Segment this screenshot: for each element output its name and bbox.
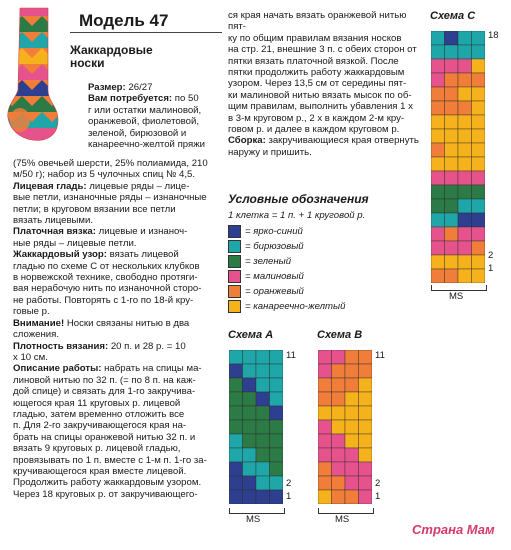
pattern-cell: [359, 490, 373, 504]
pattern-cell: [472, 101, 486, 115]
pattern-cell: [472, 185, 486, 199]
scheme-b-grid: [318, 350, 372, 509]
pattern-cell: [359, 406, 373, 420]
scheme-c-row-1: 1: [488, 263, 494, 274]
pattern-cell: [345, 392, 359, 406]
sock-photo: [2, 2, 62, 146]
pattern-cell: [256, 448, 270, 462]
pattern-cell: [229, 406, 243, 420]
pattern-cell: [243, 364, 257, 378]
desc-text: ющегося края 11 круговых р. лицевой: [13, 397, 181, 409]
pattern-cell: [345, 448, 359, 462]
desc-text: провязывать по 1 п. вместе с 1-м п. 1-го за-: [13, 454, 207, 466]
need-text: м/50 г); набор из 5 чулочных спиц № 4,5.: [13, 169, 196, 181]
pattern-cell: [318, 392, 332, 406]
assembly-text: наружу и пришить.: [228, 146, 312, 158]
pattern-cell: [270, 462, 284, 476]
assembly-line: [228, 135, 424, 146]
pattern-cell: [270, 350, 284, 364]
pattern-cell: [345, 378, 359, 392]
pattern-cell: [458, 171, 472, 185]
pattern-cell: [445, 143, 459, 157]
pattern-cell: [229, 448, 243, 462]
pattern-cell: [458, 59, 472, 73]
legend-cell-note: 1 клетка = 1 п. + 1 круговой р.: [228, 210, 366, 221]
pattern-cell: [458, 185, 472, 199]
title-underline: [70, 32, 222, 33]
pattern-cell: [332, 462, 346, 476]
legend: [228, 192, 428, 314]
scheme-b-title: Схема B: [317, 329, 363, 341]
pattern-cell: [332, 406, 346, 420]
scheme-b-repeat: MS: [335, 514, 350, 525]
pattern-cell: [431, 45, 445, 59]
pattern-cell: [445, 129, 459, 143]
pattern-cell: [458, 241, 472, 255]
pattern-cell: [256, 378, 270, 392]
pattern-cell: [243, 378, 257, 392]
pattern-cell: [359, 364, 373, 378]
pattern-cell: [359, 462, 373, 476]
pattern-cell: [243, 420, 257, 434]
pattern-cell: [229, 364, 243, 378]
pattern-cell: [445, 241, 459, 255]
desc-text: вязать 9 круговых р. лицевой гладью,: [13, 443, 181, 455]
jacq-text: гладью по схеме С от нескольких клубков: [13, 260, 200, 272]
garter-label: Платочная вязка:: [13, 226, 96, 238]
pattern-cell: [318, 406, 332, 420]
pattern-cell: [431, 171, 445, 185]
jacq-text: в норвежской технике, свободно протяги-: [13, 272, 198, 284]
middle-text: ся края начать вязать оранжевой нитью пят-: [228, 10, 407, 33]
middle-text: на стр. 21, внешние 3 п. с обеих сторон от: [228, 44, 417, 56]
pattern-cell: [431, 255, 445, 269]
pattern-cell: [243, 406, 257, 420]
legend-item-orange: [228, 284, 428, 299]
pattern-cell: [270, 364, 284, 378]
pattern-cell: [431, 101, 445, 115]
legend-label: = ярко-синий: [245, 226, 303, 237]
pattern-cell: [431, 87, 445, 101]
need-text: по 50: [172, 93, 199, 105]
pattern-cell: [270, 392, 284, 406]
legend-label: = оранжевый: [245, 286, 304, 297]
desc-text: гладью, затем временно отложить все: [13, 408, 185, 420]
garter-text: ные ряды – лицевые петли.: [13, 237, 137, 249]
pattern-cell: [472, 31, 486, 45]
size-label: Размер:: [88, 82, 126, 93]
pattern-cell: [243, 476, 257, 490]
pattern-cell: [472, 59, 486, 73]
scheme-c-row-2: 2: [488, 250, 494, 261]
pattern-cell: [332, 476, 346, 490]
need-text: оранжевой, фиолетовой,: [88, 116, 200, 128]
pattern-cell: [458, 143, 472, 157]
pattern-cell: [359, 420, 373, 434]
swatch-yellow: [228, 300, 241, 313]
scheme-b-chart: [318, 350, 372, 504]
desc-text: дой спице) и связать для 1-го закручива-: [13, 386, 196, 398]
pattern-cell: [472, 45, 486, 59]
pattern-cell: [458, 73, 472, 87]
pattern-cell: [345, 406, 359, 420]
swatch-orange: [228, 285, 241, 298]
pattern-cell: [229, 490, 243, 504]
pattern-cell: [445, 73, 459, 87]
pattern-cell: [345, 420, 359, 434]
middle-text: ку по общим правилам вязания носков: [228, 32, 402, 44]
scheme-a-grid: [229, 350, 283, 509]
pattern-cell: [318, 476, 332, 490]
pattern-cell: [431, 241, 445, 255]
pattern-cell: [270, 406, 284, 420]
pattern-cell: [229, 476, 243, 490]
pattern-cell: [431, 157, 445, 171]
pattern-cell: [431, 269, 445, 283]
pattern-cell: [256, 462, 270, 476]
face-line: [13, 181, 223, 192]
swatch-turquoise: [228, 240, 241, 253]
pattern-cell: [472, 241, 486, 255]
need-text: г или остатки малиновой,: [88, 104, 202, 116]
pattern-cell: [431, 59, 445, 73]
pattern-cell: [445, 269, 459, 283]
pattern-cell: [243, 448, 257, 462]
pattern-cell: [445, 171, 459, 185]
swatch-green: [228, 255, 241, 268]
pattern-cell: [445, 31, 459, 45]
desc-text: линовой нитью по 32 п. (= по 8 п. на каж-: [13, 374, 196, 386]
pattern-cell: [256, 476, 270, 490]
pattern-cell: [243, 490, 257, 504]
pattern-cell: [472, 227, 486, 241]
legend-label: = зеленый: [245, 256, 292, 267]
pattern-cell: [431, 199, 445, 213]
pattern-cell: [332, 448, 346, 462]
pattern-cell: [332, 434, 346, 448]
pattern-cell: [458, 31, 472, 45]
need-label: Вам потребуется:: [88, 93, 173, 105]
swatch-raspberry: [228, 270, 241, 283]
legend-label: = малиновый: [245, 271, 304, 282]
scheme-a-row-top: 11: [286, 350, 296, 361]
pattern-cell: [270, 378, 284, 392]
pattern-cell: [332, 490, 346, 504]
pattern-cell: [458, 115, 472, 129]
need-text: канареечно-желтой пряжи: [88, 139, 205, 151]
legend-item-yellow: [228, 299, 428, 314]
pattern-cell: [345, 462, 359, 476]
pattern-cell: [270, 476, 284, 490]
scheme-b-row-1: 1: [375, 491, 381, 502]
subtitle: [70, 44, 153, 70]
attention-label: Внимание!: [13, 317, 65, 329]
pattern-cell: [472, 269, 486, 283]
jacq-text: вая нерабочую нить по изнаночной сторо-: [13, 283, 202, 295]
scheme-a-chart: [229, 350, 283, 504]
pattern-cell: [445, 87, 459, 101]
pattern-cell: [431, 129, 445, 143]
pattern-cell: [243, 350, 257, 364]
pattern-cell: [270, 448, 284, 462]
pattern-cell: [345, 476, 359, 490]
swatch-dark-blue: [228, 225, 241, 238]
pattern-cell: [458, 101, 472, 115]
legend-item-green: [228, 254, 428, 269]
pattern-cell: [318, 434, 332, 448]
desc-text: набрать на спицы ма-: [101, 363, 202, 375]
middle-text: щим правилам, выполнить убавления 1 х: [228, 101, 413, 113]
pattern-cell: [431, 185, 445, 199]
pattern-cell: [318, 378, 332, 392]
model-title: Модель 47: [79, 11, 169, 30]
density-text: 20 п. и 28 р. = 10: [108, 340, 186, 352]
pattern-cell: [472, 129, 486, 143]
pattern-cell: [431, 115, 445, 129]
scheme-c-repeat: MS: [449, 291, 464, 302]
pattern-cell: [472, 143, 486, 157]
pattern-cell: [458, 129, 472, 143]
pattern-cell: [431, 73, 445, 87]
density-label: Плотность вязания:: [13, 340, 109, 352]
pattern-cell: [318, 490, 332, 504]
attention-text: сложения.: [13, 329, 60, 341]
pattern-cell: [359, 378, 373, 392]
pattern-cell: [256, 490, 270, 504]
pattern-cell: [270, 434, 284, 448]
scheme-a-row-1: 1: [286, 491, 292, 502]
legend-title: Условные обозначения: [228, 192, 369, 206]
legend-label: = бирюзовый: [245, 241, 304, 252]
sock-illustration: [2, 2, 62, 146]
pattern-cell: [332, 378, 346, 392]
pattern-cell: [458, 45, 472, 59]
pattern-cell: [345, 364, 359, 378]
pattern-cell: [445, 59, 459, 73]
pattern-cell: [256, 420, 270, 434]
attention-line: [13, 318, 223, 329]
pattern-cell: [359, 350, 373, 364]
face-label: Лицевая гладь:: [13, 180, 87, 192]
pattern-cell: [445, 157, 459, 171]
pattern-cell: [243, 434, 257, 448]
legend-label: = канареечно-желтый: [245, 301, 346, 312]
face-text: петли; в круговом вязании все петли: [13, 203, 176, 215]
left-column: [88, 82, 218, 150]
garter-text: лицевые и изнаноч-: [95, 226, 188, 238]
left-column-full: [13, 158, 223, 500]
pattern-cell: [445, 213, 459, 227]
pattern-cell: [345, 434, 359, 448]
size-line: [88, 82, 218, 93]
pattern-cell: [256, 350, 270, 364]
desc-text: кручивающегося края вместе лицевой.: [13, 465, 187, 477]
pattern-cell: [359, 392, 373, 406]
jacq-text: не работы. Повторять с 1-го по 18-й кру-: [13, 294, 194, 306]
need-line: [88, 93, 218, 104]
pattern-cell: [458, 157, 472, 171]
jacq-text: вязать лицевой: [106, 249, 179, 261]
pattern-cell: [445, 255, 459, 269]
density-text: х 10 см.: [13, 351, 48, 363]
scheme-a-row-2: 2: [286, 478, 292, 489]
pattern-cell: [270, 420, 284, 434]
scheme-b-row-top: 11: [375, 350, 385, 361]
pattern-cell: [431, 227, 445, 241]
pattern-cell: [359, 434, 373, 448]
pattern-cell: [458, 87, 472, 101]
pattern-cell: [229, 434, 243, 448]
pattern-cell: [318, 364, 332, 378]
pattern-cell: [359, 448, 373, 462]
desc-text: брать на спицы оранжевой нитью 32 п. и: [13, 431, 196, 443]
pattern-cell: [458, 227, 472, 241]
legend-item-raspberry: [228, 269, 428, 284]
pattern-cell: [332, 350, 346, 364]
pattern-cell: [229, 420, 243, 434]
scheme-c-title: Схема С: [430, 10, 476, 22]
pattern-cell: [472, 157, 486, 171]
middle-column: [228, 10, 424, 158]
need-text: зеленой, бирюзовой и: [88, 127, 187, 139]
attention-text: Носки связаны нитью в два: [64, 317, 190, 329]
density-line: [13, 341, 223, 352]
middle-text: говом р. и далее в каждом круговом р.: [228, 124, 400, 136]
jacq-line: [13, 249, 223, 260]
pattern-cell: [472, 115, 486, 129]
face-text: лицевые ряды – лице-: [86, 180, 190, 192]
pattern-cell: [472, 199, 486, 213]
garter-line: [13, 226, 223, 237]
assembly-text: закручивающиеся края отвернуть: [265, 135, 419, 147]
pattern-cell: [445, 101, 459, 115]
pattern-cell: [318, 448, 332, 462]
subtitle-line2: носки: [70, 56, 105, 70]
pattern-cell: [458, 199, 472, 213]
scheme-b-row-2: 2: [375, 478, 381, 489]
pattern-cell: [359, 476, 373, 490]
watermark: Страна Мам: [412, 522, 495, 537]
face-text: вые петли, изнаночные ряды – изнаночные: [13, 192, 207, 204]
legend-item-dark-blue: [228, 224, 428, 239]
desc-line: [13, 363, 223, 374]
middle-text: узором. Через 13,5 см от середины пят-: [228, 78, 407, 90]
pattern-cell: [472, 171, 486, 185]
pattern-cell: [445, 227, 459, 241]
pattern-cell: [431, 213, 445, 227]
pattern-cell: [256, 392, 270, 406]
scheme-a-repeat: MS: [246, 514, 261, 525]
middle-text: пятки продолжить работу жаккардовым: [228, 67, 405, 79]
scheme-c-chart: [431, 31, 485, 283]
pattern-cell: [458, 213, 472, 227]
jacq-label: Жаккардовый узор:: [13, 249, 107, 261]
pattern-cell: [318, 462, 332, 476]
face-text: вязать лицевыми.: [13, 215, 94, 227]
pattern-cell: [472, 87, 486, 101]
pattern-cell: [229, 378, 243, 392]
pattern-cell: [229, 462, 243, 476]
pattern-cell: [229, 392, 243, 406]
size-value: 26/27: [128, 82, 153, 93]
need-text: (75% овечьей шерсти, 25% полиамида, 210: [13, 158, 208, 169]
middle-text: ки малиновой нитью вязать мысок по об-: [228, 89, 412, 101]
pattern-cell: [458, 269, 472, 283]
middle-text: в 3-м круговом р., 2 х в каждом 2-м кру-: [228, 112, 405, 124]
desc-text: п. Для 2-го закручивающегося края на-: [13, 420, 187, 432]
pattern-cell: [472, 213, 486, 227]
middle-text: пятки вязать платочной вязкой. После: [228, 55, 399, 67]
scheme-a-title: Схема А: [228, 329, 274, 341]
pattern-cell: [332, 420, 346, 434]
pattern-cell: [345, 350, 359, 364]
subtitle-line1: Жаккардовые: [70, 43, 153, 57]
pattern-cell: [318, 420, 332, 434]
pattern-cell: [472, 73, 486, 87]
pattern-cell: [332, 392, 346, 406]
pattern-cell: [458, 255, 472, 269]
pattern-cell: [445, 185, 459, 199]
pattern-cell: [445, 45, 459, 59]
assembly-label: Сборка:: [228, 135, 266, 147]
pattern-cell: [431, 143, 445, 157]
pattern-cell: [318, 350, 332, 364]
pattern-cell: [431, 31, 445, 45]
desc-text: Через 18 круговых р. от закручивающего-: [13, 488, 198, 500]
pattern-cell: [229, 350, 243, 364]
desc-label: Описание работы:: [13, 363, 102, 375]
pattern-cell: [243, 392, 257, 406]
pattern-cell: [332, 364, 346, 378]
pattern-cell: [472, 255, 486, 269]
scheme-c-grid: [431, 31, 485, 288]
legend-item-turquoise: [228, 239, 428, 254]
jacq-text: говые р.: [13, 306, 50, 318]
desc-text: Продолжить работу жаккардовым узором.: [13, 477, 202, 489]
pattern-cell: [445, 199, 459, 213]
pattern-cell: [270, 490, 284, 504]
pattern-cell: [243, 462, 257, 476]
pattern-cell: [256, 406, 270, 420]
scheme-c-row-top: 18: [488, 30, 499, 41]
pattern-cell: [256, 364, 270, 378]
pattern-cell: [445, 115, 459, 129]
pattern-cell: [256, 434, 270, 448]
pattern-cell: [345, 490, 359, 504]
